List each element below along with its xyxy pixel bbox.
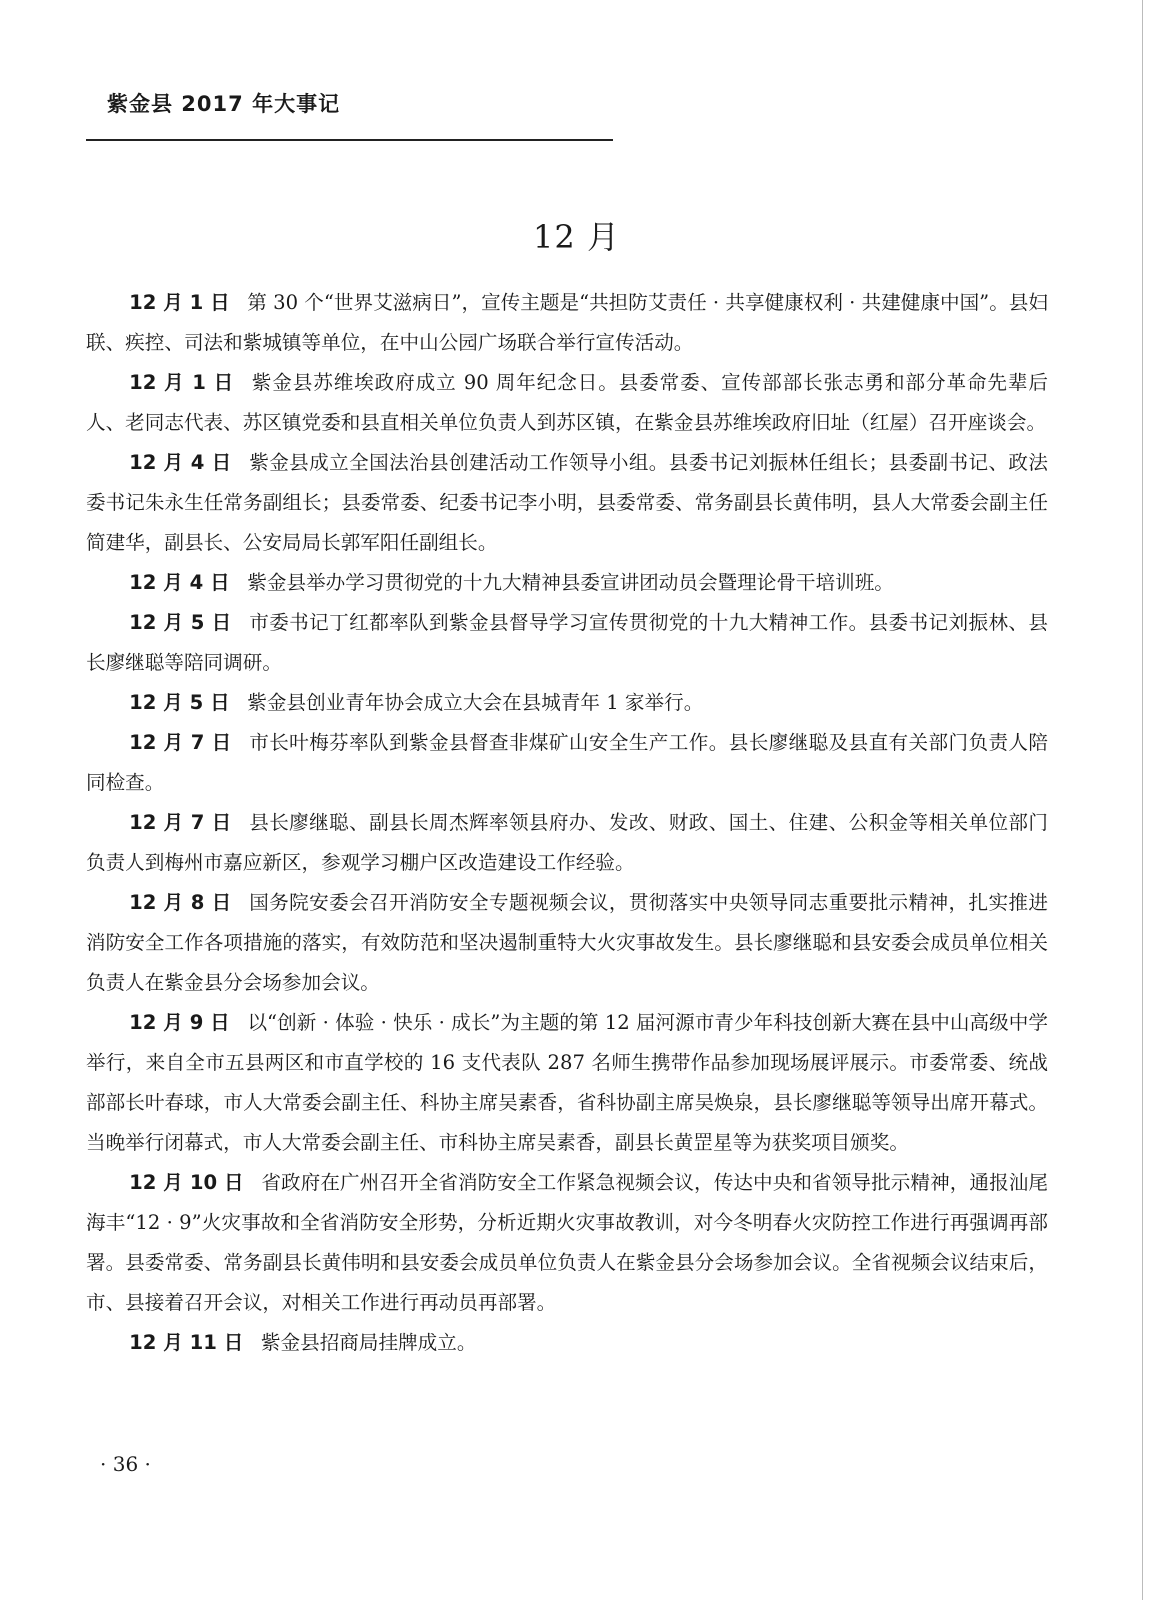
chronicle-entry: [86, 803, 1048, 883]
entry-text: 第 30 个“世界艾滋病日”，宣传主题是“共担防艾责任 · 共享健康权利 · 共建健康中国”。县妇联、疾控、司法和紫城镇等单位，在中山公园广场联合举行宣传活动。: [86, 291, 1048, 354]
chronicle-entry: [86, 563, 1048, 603]
entry-text: 以“创新 · 体验 · 快乐 · 成长”为主题的第 12 届河源市青少年科技创新大赛在县中山高级中学举行，来自全市五县两区和市直学校的 16 支代表队 287 名师生携带作品参加现场展评展示。市委常委、统战部部长叶春球，市人大常委会副主任、科协主席吴素香，省科协副主席吴焕泉，县长廖继聪等领导出席开幕式。当晚举行闭幕式，市人大常委会副主任、市科协主席吴素香，副县长黄罡星等为获奖项目颁奖。: [86, 1011, 1048, 1154]
entry-text: 市委书记丁红都率队到紫金县督导学习宣传贯彻党的十九大精神工作。县委书记刘振林、县长廖继聪等陪同调研。: [86, 611, 1048, 674]
entry-text: 紫金县招商局挂牌成立。: [260, 1331, 477, 1354]
chronicle-entry: [86, 1003, 1048, 1163]
chronicle-entry: [86, 443, 1048, 563]
entry-date: 12 月 5 日: [129, 611, 232, 634]
entry-date: 12 月 10 日: [129, 1171, 244, 1194]
entry-text: 市长叶梅芬率队到紫金县督查非煤矿山安全生产工作。县长廖继聪及县直有关部门负责人陪同检查。: [86, 731, 1048, 794]
entry-date: 12 月 7 日: [129, 731, 232, 754]
chronicle-entry: [86, 1163, 1048, 1323]
chronicle-entry: [86, 883, 1048, 1003]
entry-date: 12 月 1 日: [129, 291, 230, 314]
entry-date: 12 月 11 日: [129, 1331, 244, 1354]
chronicle-entry: [86, 363, 1048, 443]
chronicle-entry: [86, 683, 1048, 723]
running-title: 紫金县 2017 年大事记: [107, 92, 341, 116]
chronicle-entry: [86, 723, 1048, 803]
entry-text: 紫金县苏维埃政府成立 90 周年纪念日。县委常委、宣传部部长张志勇和部分革命先辈后人、老同志代表、苏区镇党委和县直相关单位负责人到苏区镇，在紫金县苏维埃政府旧址（红屋）召开座谈会。: [86, 371, 1048, 434]
entry-date: 12 月 4 日: [129, 451, 232, 474]
entry-text: 紫金县创业青年协会成立大会在县城青年 1 家举行。: [247, 691, 704, 714]
entry-text: 国务院安委会召开消防安全专题视频会议，贯彻落实中央领导同志重要批示精神，扎实推进消防安全工作各项措施的落实，有效防范和坚决遏制重特大火灾事故发生。县长廖继聪和县安委会成员单位相关负责人在紫金县分会场参加会议。: [86, 891, 1048, 994]
entry-text: 紫金县举办学习贯彻党的十九大精神县委宣讲团动员会暨理论骨干培训班。: [247, 571, 894, 594]
chronicle-entries: [86, 283, 1048, 1363]
entry-date: 12 月 4 日: [129, 571, 230, 594]
entry-date: 12 月 8 日: [129, 891, 232, 914]
entry-date: 12 月 7 日: [129, 811, 232, 834]
entry-date: 12 月 1 日: [129, 371, 235, 394]
entry-text: 紫金县成立全国法治县创建活动工作领导小组。县委书记刘振林任组长；县委副书记、政法委书记朱永生任常务副组长；县委常委、纪委书记李小明，县委常委、常务副县长黄伟明，县人大常委会副主任简建华，副县长、公安局局长郭军阳任副组长。: [86, 451, 1048, 554]
chronicle-entry: [86, 283, 1048, 363]
entry-text: 省政府在广州召开全省消防安全工作紧急视频会议，传达中央和省领导批示精神，通报汕尾海丰“12 · 9”火灾事故和全省消防安全形势，分析近期火灾事故教训，对今冬明春火灾防控工作进行再强调再部署。县委常委、常务副县长黄伟明和县安委会成员单位负责人在紫金县分会场参加会议。全省视频会议结束后，市、县接着召开会议，对相关工作进行再动员再部署。: [86, 1171, 1049, 1314]
scan-edge-line: [1142, 0, 1143, 1600]
header-rule: [86, 139, 613, 141]
chronicle-entry: [86, 1323, 1048, 1363]
page-number: · 36 ·: [100, 1452, 151, 1476]
entry-text: 县长廖继聪、副县长周杰辉率领县府办、发改、财政、国土、住建、公积金等相关单位部门负责人到梅州市嘉应新区，参观学习棚户区改造建设工作经验。: [86, 811, 1048, 874]
entry-date: 12 月 5 日: [129, 691, 230, 714]
month-heading: 12 月: [533, 218, 620, 256]
entry-date: 12 月 9 日: [129, 1011, 230, 1034]
chronicle-entry: [86, 603, 1048, 683]
